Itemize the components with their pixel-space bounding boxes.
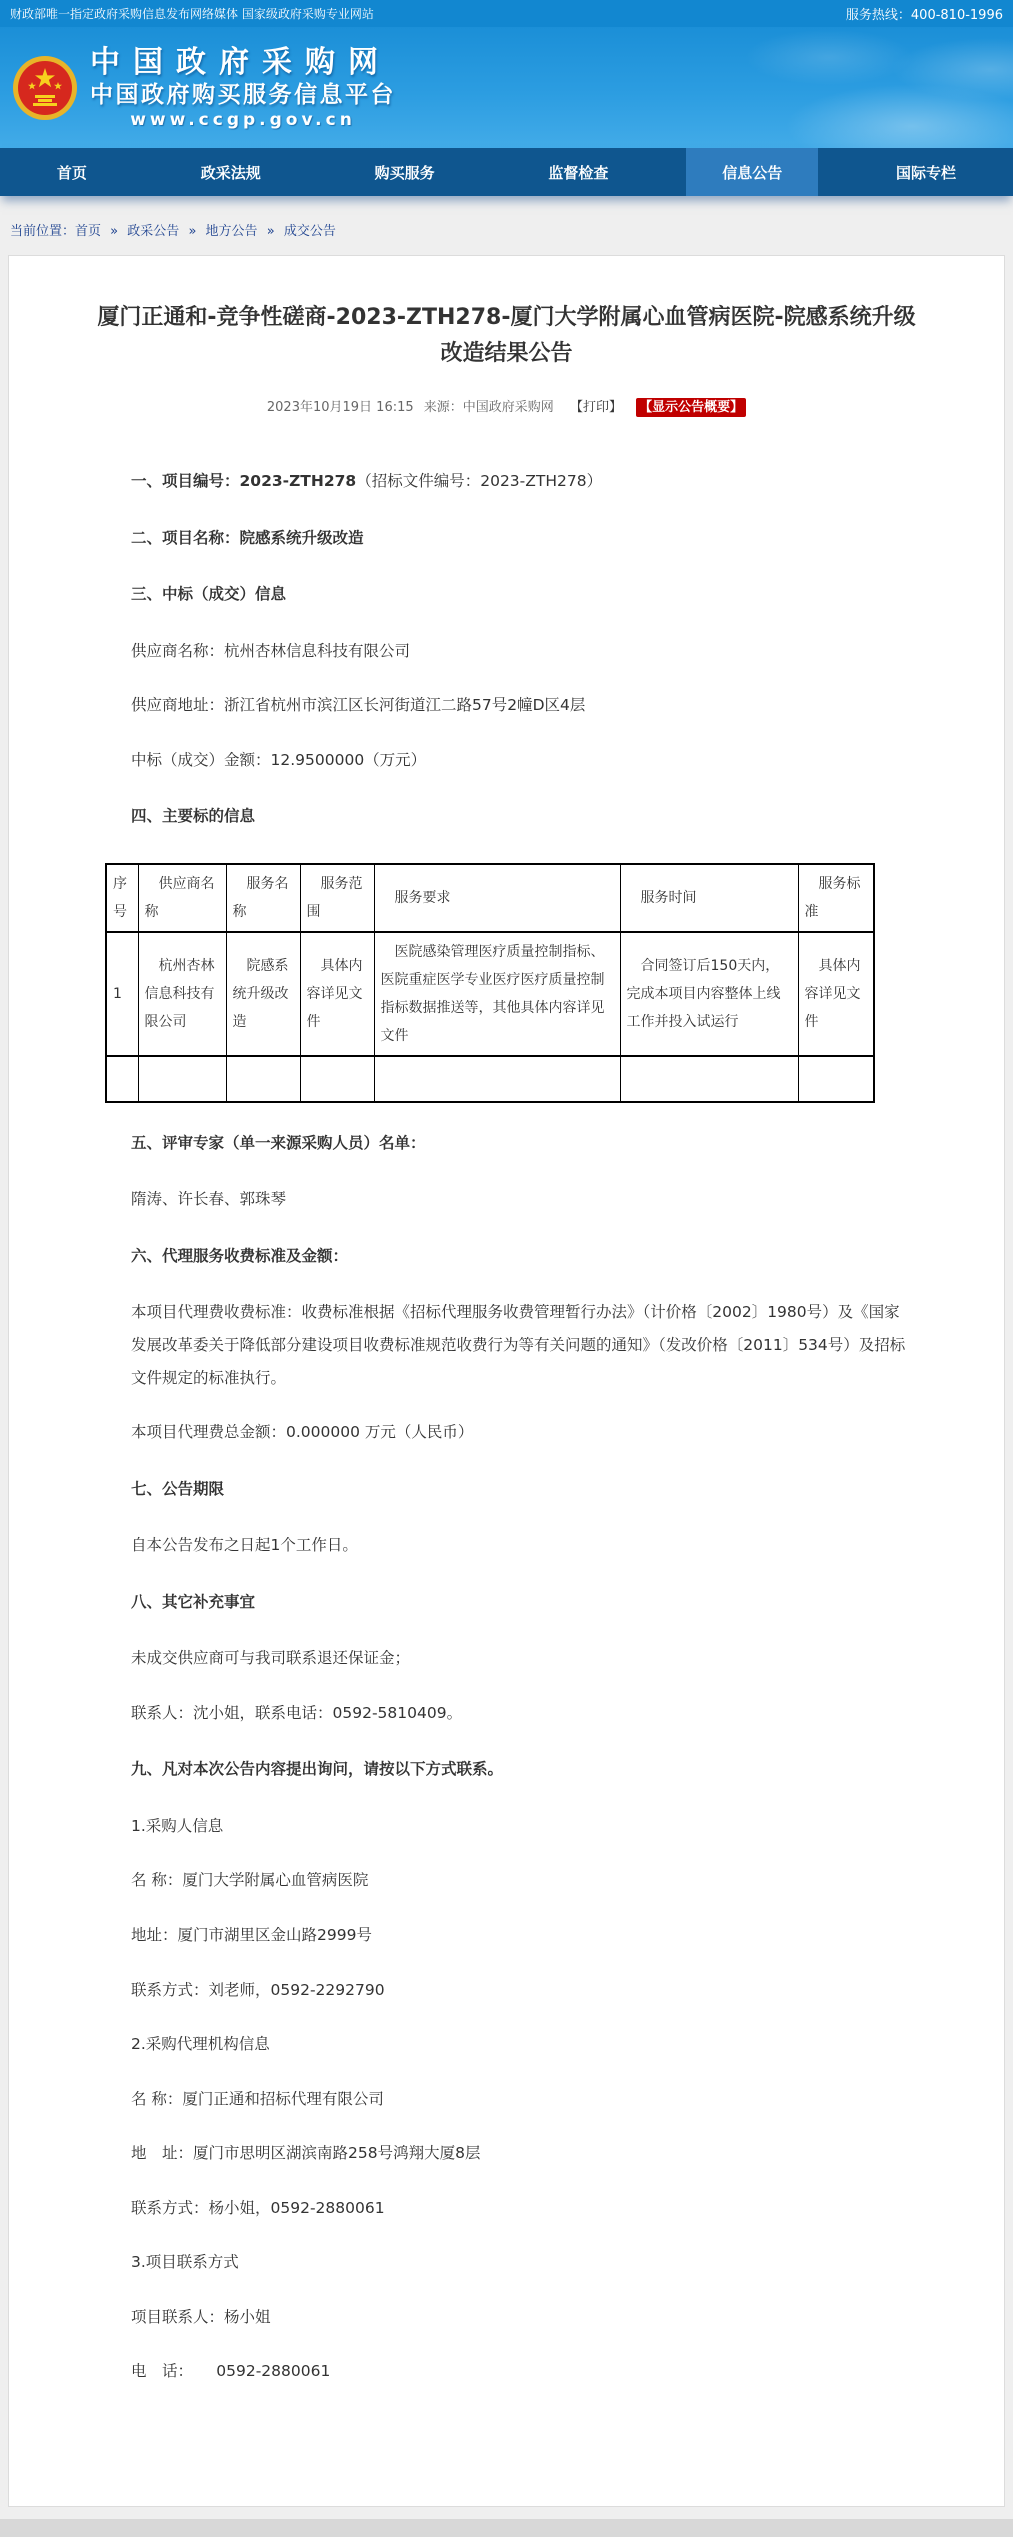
- section-9-heading: 九、凡对本次公告内容提出询问，请按以下方式联系。: [131, 1760, 504, 1779]
- purchaser-contact: 联系方式：刘老师，0592-2292790: [131, 1980, 385, 1999]
- site-url: www.ccgp.gov.cn: [130, 110, 356, 130]
- section-5-heading: 五、评审专家（单一来源采购人员）名单：: [131, 1133, 426, 1152]
- project-contact-phone: 电 话： 0592-2880061: [131, 2362, 331, 2381]
- announcement-period: 自本公告发布之日起1个工作日。: [131, 1536, 358, 1555]
- project-contact-label: 3.项目联系方式: [131, 2253, 239, 2272]
- cell-service-scope: 具体内容详见文件: [300, 932, 374, 1056]
- cell-service-requirements: 医院感染管理医疗质量控制指标、医院重症医学专业医疗医疗质量控制指标数据推送等，其他具体内容详见文件: [374, 932, 620, 1056]
- table-row: [106, 932, 874, 1056]
- article-meta: [9, 396, 1004, 415]
- site-header: [0, 27, 1013, 148]
- col-service-requirements: 服务要求: [374, 864, 620, 932]
- hotline-label: 服务热线：: [845, 8, 911, 23]
- empty-cell: [106, 1056, 138, 1102]
- breadcrumb-gov-announcements[interactable]: 政采公告: [127, 224, 180, 239]
- empty-cell: [620, 1056, 798, 1102]
- breadcrumb-separator: »: [188, 224, 197, 239]
- site-titles: [90, 44, 396, 132]
- national-emblem-icon: [12, 55, 78, 121]
- empty-cell: [374, 1056, 620, 1102]
- section-2-heading: 二、项目名称：院感系统升级改造: [131, 528, 364, 547]
- site-subtitle: 中国政府购买服务信息平台: [90, 82, 396, 109]
- source-text: 来源：中国政府采购网: [423, 400, 554, 415]
- breadcrumb-separator: »: [110, 224, 119, 239]
- agency-address: 地 址：厦门市思明区湖滨南路258号鸿翔大厦8层: [131, 2144, 481, 2163]
- page-title: 厦门正通和-竞争性磋商-2023-ZTH278-厦门大学附属心血管病医院-院感系统升级改造结果公告: [97, 305, 916, 366]
- section-6-heading: 六、代理服务收费标准及金额：: [131, 1246, 349, 1265]
- section-8-heading: 八、其它补充事宜: [131, 1592, 256, 1611]
- award-amount: 中标（成交）金额：12.9500000（万元）: [131, 750, 427, 769]
- nav-item-regulations[interactable]: 政采法规: [200, 163, 261, 182]
- breadcrumb-separator: »: [266, 224, 275, 239]
- col-service-standard: 服务标准: [798, 864, 874, 932]
- empty-cell: [798, 1056, 874, 1102]
- site-name: 中国政府采购网: [90, 44, 391, 80]
- table-header-row: [106, 864, 874, 932]
- project-number-bold: 一、项目编号：2023-ZTH278: [131, 472, 357, 490]
- bid-doc-number: （招标文件编号：2023-ZTH278）: [356, 472, 603, 490]
- service-hotline: [846, 4, 1003, 23]
- breadcrumb: [0, 196, 1013, 255]
- purchaser-address: 地址：厦门市湖里区金山路2999号: [131, 1926, 372, 1945]
- empty-cell: [300, 1056, 374, 1102]
- subject-matter-table: [105, 863, 875, 1103]
- print-button[interactable]: 【打印】: [569, 400, 622, 415]
- breadcrumb-current: 成交公告: [283, 224, 336, 239]
- supplier-address: 供应商地址：浙江省杭州市滨江区长河街道江二路57号2幢D区4层: [131, 696, 586, 715]
- section-7-heading: 七、公告期限: [131, 1479, 225, 1498]
- topbar: [0, 0, 1013, 27]
- project-contact-person: 项目联系人：杨小姐: [131, 2307, 271, 2326]
- publish-datetime: 2023年10月19日 16:15: [266, 400, 414, 415]
- agency-fee-standard: 本项目代理费收费标准：收费标准根据《招标代理服务收费管理暂行办法》（计价格〔2002〕1980号）及《国家发展改革委关于降低部分建设项目收费标准规范收费行为等有关问题的通知》（发改价格〔2011〕534号）及招标文件规定的标准执行。: [131, 1303, 906, 1387]
- agency-info-label: 2.采购代理机构信息: [131, 2035, 270, 2054]
- refund-contact: 联系人：沈小姐，联系电话：0592-5810409。: [131, 1703, 463, 1722]
- cell-supplier: 杭州杏林信息科技有限公司: [138, 932, 226, 1056]
- cell-service-name: 院感系统升级改造: [226, 932, 300, 1056]
- purchaser-info-label: 1.采购人信息: [131, 1816, 224, 1835]
- empty-cell: [226, 1056, 300, 1102]
- col-service-scope: 服务范围: [300, 864, 374, 932]
- col-seq: 序号: [106, 864, 138, 932]
- agency-name: 名 称：厦门正通和招标代理有限公司: [131, 2089, 384, 2108]
- table-empty-row: [106, 1056, 874, 1102]
- hotline-number: 400-810-1996: [910, 8, 1003, 23]
- nav-item-home[interactable]: 首页: [56, 163, 87, 182]
- breadcrumb-local-announcements[interactable]: 地方公告: [205, 224, 258, 239]
- section-4-heading: 四、主要标的信息: [131, 807, 256, 826]
- section-1-heading: [131, 465, 908, 498]
- cell-service-standard: 具体内容详见文件: [798, 932, 874, 1056]
- nav-item-announcements[interactable]: 信息公告: [686, 148, 818, 196]
- header-cloud-decoration: [553, 27, 1013, 148]
- footer-strip: [0, 2519, 1013, 2537]
- breadcrumb-label: 当前位置：: [10, 224, 76, 239]
- col-service-name: 服务名称: [226, 864, 300, 932]
- deposit-refund-note: 未成交供应商可与我司联系退还保证金；: [131, 1649, 411, 1668]
- announcement-card: [8, 255, 1005, 2507]
- agency-contact: 联系方式：杨小姐，0592-2880061: [131, 2198, 385, 2217]
- nav-item-supervision[interactable]: 监督检查: [548, 163, 609, 182]
- supplier-name: 供应商名称：杭州杏林信息科技有限公司: [131, 641, 411, 660]
- empty-cell: [138, 1056, 226, 1102]
- breadcrumb-home[interactable]: 首页: [75, 224, 102, 239]
- purchaser-name: 名 称：厦门大学附属心血管病医院: [131, 1871, 369, 1890]
- section-3-heading: 三、中标（成交）信息: [131, 585, 287, 604]
- show-summary-button[interactable]: 【显示公告概要】: [636, 398, 746, 417]
- col-supplier: 供应商名称: [138, 864, 226, 932]
- article-body: [9, 415, 1004, 2388]
- main-nav: [0, 148, 1013, 196]
- topbar-slogan: 财政部唯一指定政府采购信息发布网络媒体 国家级政府采购专业网站: [10, 7, 374, 21]
- cell-service-time: 合同签订后150天内，完成本项目内容整体上线工作并投入试运行: [620, 932, 798, 1056]
- cell-seq: 1: [106, 932, 138, 1056]
- agency-fee-total: 本项目代理费总金额：0.000000 万元（人民币）: [131, 1423, 474, 1442]
- nav-item-international[interactable]: 国际专栏: [896, 163, 957, 182]
- nav-item-purchase-services[interactable]: 购买服务: [374, 163, 435, 182]
- col-service-time: 服务时间: [620, 864, 798, 932]
- expert-names: 隋涛、许长春、郭珠琴: [131, 1190, 287, 1209]
